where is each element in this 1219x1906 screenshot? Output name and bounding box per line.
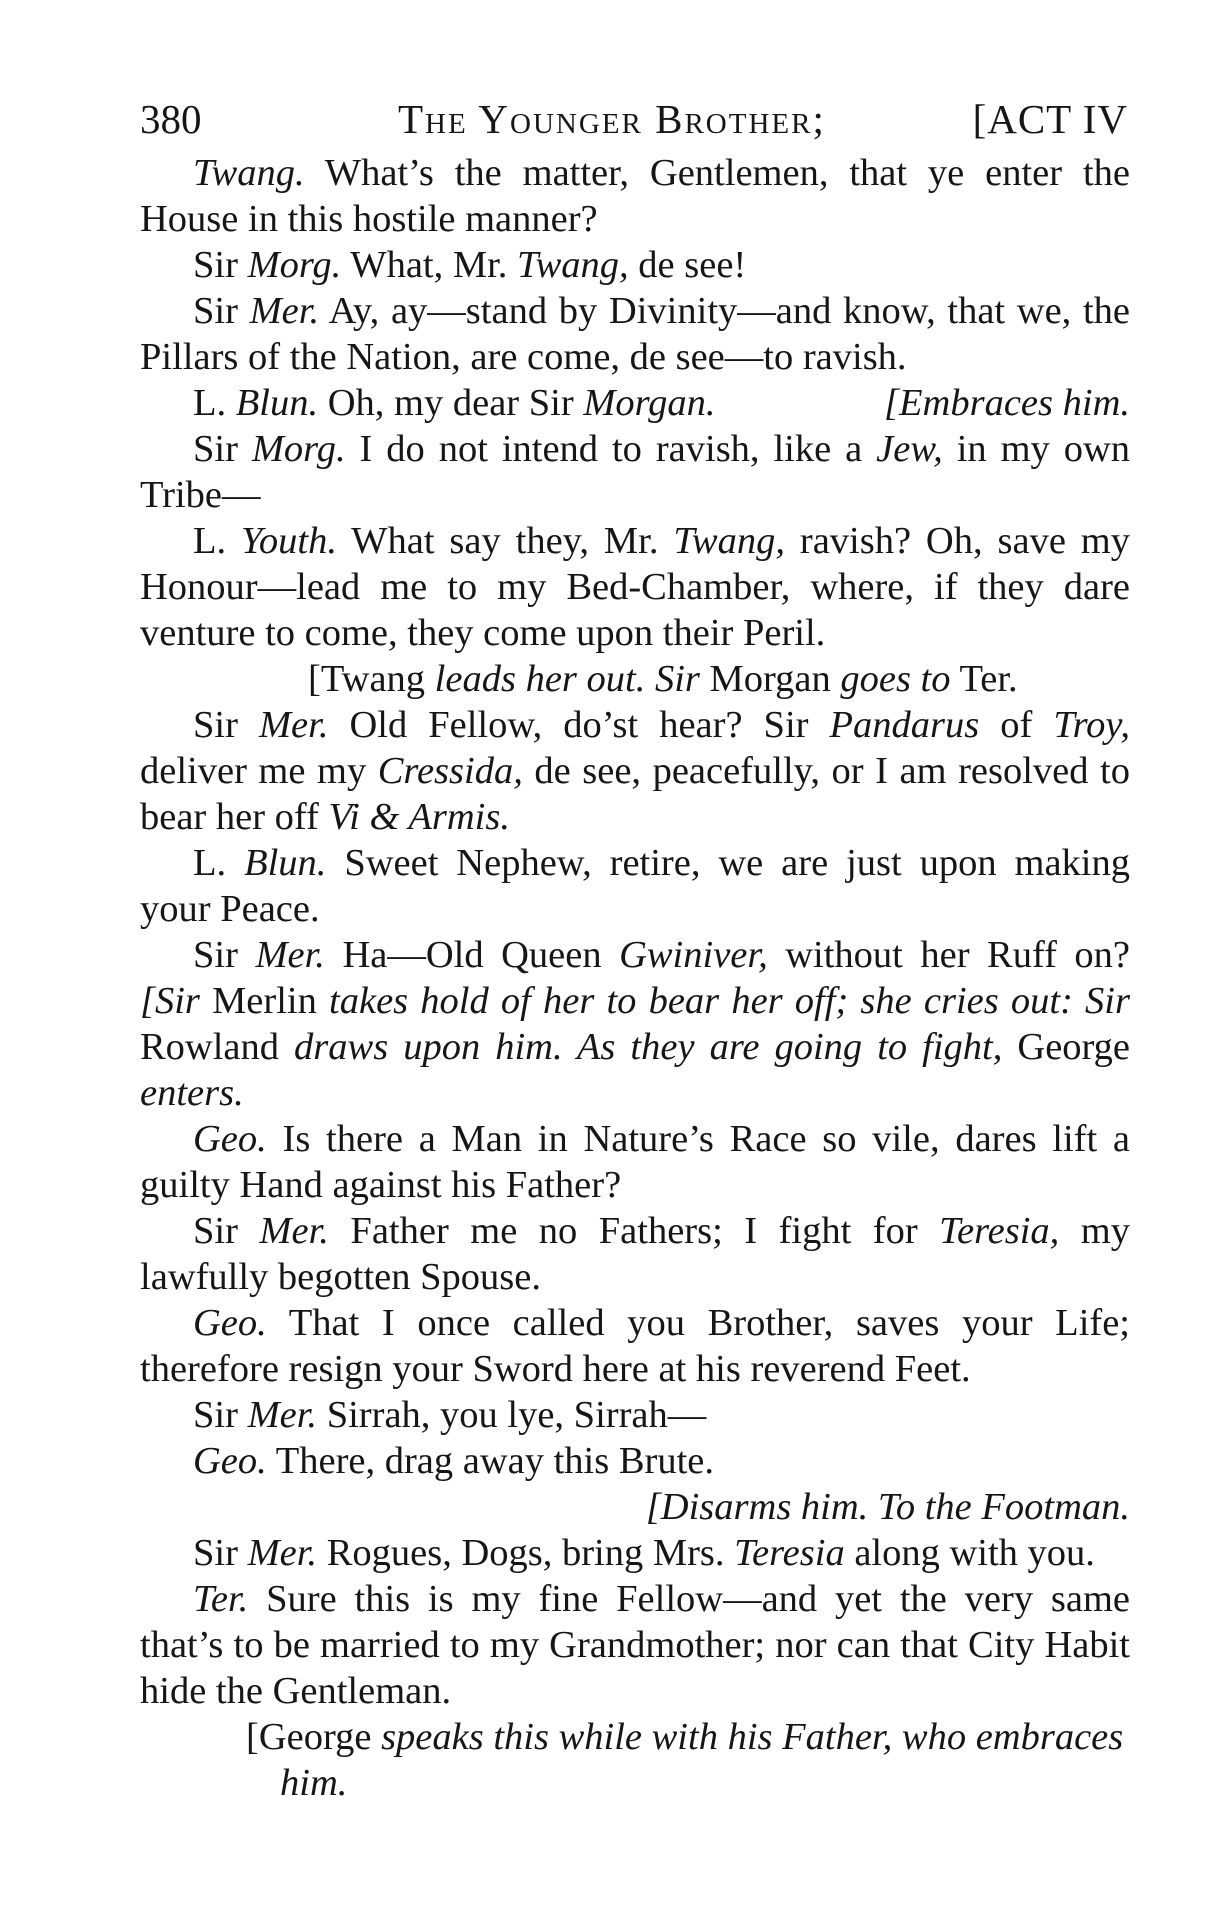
speech-george-3: Geo. There, drag away this Brute.	[193, 1440, 715, 1482]
speech-twang: Twang. What’s the matter, Gentlemen, that ye enter the House in this hostile manner?	[140, 152, 1130, 240]
page-number: 380	[140, 96, 202, 142]
speech-lady-blunder-2: L. Blun. Sweet Nephew, retire, we are just upon making your Peace.	[140, 842, 1130, 930]
speech-lady-blunder-1: L. Blun. Oh, my dear Sir Morgan. [Embraces him.	[193, 382, 1130, 424]
speech-sir-morgan-2: Sir Morg. I do not intend to ravish, like a Jew, in my own Tribe—	[140, 428, 1130, 516]
speech-george-1: Geo. Is there a Man in Nature’s Race so vile, dares lift a guilty Hand against his Father?	[140, 1118, 1130, 1206]
stage-direction-1: [Twang leads her out. Sir Morgan goes to Ter.	[308, 658, 1018, 700]
speech-sir-merlin-3: Sir Mer. Ha—Old Queen Gwiniver, without her Ruff on? [Sir Merlin takes hold of her to bear her off; she cries out: Sir Rowland draws upon him. As they are going to fight, George enters.	[140, 934, 1131, 1114]
speech-lady-youthly: L. Youth. What say they, Mr. Twang, ravish? Oh, save my Honour—lead me to my Bed-Chamber, where, if they dare venture to come, they come upon their Peril.	[140, 520, 1130, 654]
speech-sir-merlin-5: Sir Mer. Sirrah, you lye, Sirrah—	[193, 1394, 707, 1436]
speech-sir-morgan-1: Sir Morg. What, Mr. Twang, de see!	[193, 244, 747, 286]
speech-george-2: Geo. That I once called you Brother, saves your Life; therefore resign your Sword here at his reverend Feet.	[140, 1302, 1130, 1390]
running-header	[140, 92, 1128, 146]
speech-teresia: Ter. Sure this is my fine Fellow—and yet the very same that’s to be married to my Grandmother; nor can that City Habit hide the Gentleman.	[140, 1578, 1130, 1712]
running-title: The Younger Brother;	[398, 96, 826, 142]
speech-sir-merlin-6: Sir Mer. Rogues, Dogs, bring Mrs. Teresia along with you.	[193, 1532, 1095, 1574]
stage-direction-disarms: [Disarms him. To the Footman.	[645, 1486, 1130, 1528]
speech-sir-merlin-1: Sir Mer. Ay, ay—stand by Divinity—and know, that we, the Pillars of the Nation, are come, de see—to ravish.	[140, 290, 1130, 378]
stage-direction-embraces: [Embraces him.	[884, 382, 1130, 424]
speech-sir-merlin-2: Sir Mer. Old Fellow, do’st hear? Sir Pandarus of Troy, deliver me my Cressida, de see, peacefully, or I am resolved to bear her off Vi & Armis.	[140, 704, 1130, 838]
play-text	[140, 150, 1130, 1806]
stage-direction-final: [George speaks this while with his Father, who embraces him.	[246, 1716, 1124, 1804]
speech-sir-merlin-4: Sir Mer. Father me no Fathers; I fight for Teresia, my lawfully begotten Spouse.	[140, 1210, 1130, 1298]
act-label: [ACT IV	[972, 96, 1128, 142]
